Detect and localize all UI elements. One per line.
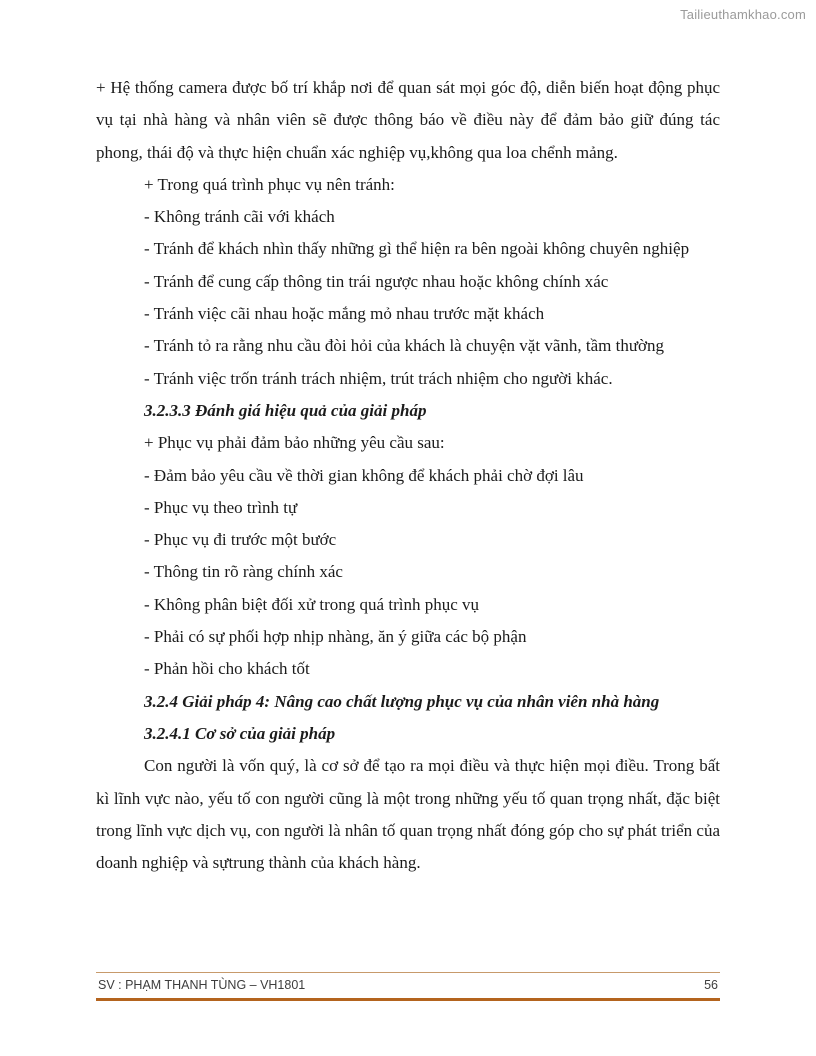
watermark: Tailieuthamkhao.com	[680, 7, 806, 22]
section-heading: 3.2.4.1 Cơ sở của giải pháp	[144, 723, 336, 743]
bullet-item: - Phục vụ theo trình tự	[144, 497, 298, 517]
bullet-item: - Tránh tỏ ra rằng nhu cầu đòi hỏi của khách là chuyện vặt vãnh, tầm thường	[144, 336, 665, 356]
paragraph: + Hệ thống camera được bố trí khắp nơi để quan sát mọi góc độ, diễn biến hoạt động phục vụ tại nhà hàng và nhân viên sẽ được thông báo về điều này để đảm bảo giữ đúng tác phong, thái độ và thực hiện chuẩn xác nghiệp vụ,không qua loa chểnh mảng.	[96, 78, 720, 162]
section-heading: 3.2.4 Giải pháp 4: Nâng cao chất lượng phục vụ của nhân viên nhà hàng	[144, 691, 660, 711]
footer-row	[96, 973, 720, 1001]
footer-author: SV : PHẠM THANH TÙNG – VH1801	[98, 978, 306, 992]
page-number: 56	[704, 978, 718, 992]
bullet-item: - Thông tin rõ ràng chính xác	[144, 562, 343, 582]
bullet-item: - Tránh việc cãi nhau hoặc mắng mỏ nhau trước mặt khách	[144, 304, 545, 324]
paragraph: Con người là vốn quý, là cơ sở để tạo ra mọi điều và thực hiện mọi điều. Trong bất kì lĩnh vực nào, yếu tố con người cũng là một trong những yếu tố quan trọng nhất, đặc biệt trong lĩnh vực dịch vụ, con người là nhân tố quan trọng nhất đóng góp cho sự phát triển của doanh nghiệp và sựtrung thành của khách hàng.	[96, 756, 720, 873]
document-content	[96, 72, 720, 879]
bullet-item: - Không tránh cãi với khách	[144, 207, 335, 227]
bullet-item: - Đảm bảo yêu cầu về thời gian không để khách phải chờ đợi lâu	[144, 465, 584, 485]
bullet-item: - Tránh để cung cấp thông tin trái ngược nhau hoặc không chính xác	[144, 271, 609, 291]
bullet-item: - Tránh việc trốn tránh trách nhiệm, trút trách nhiệm cho người khác.	[144, 368, 613, 388]
bullet-item: - Phản hồi cho khách tốt	[144, 659, 310, 679]
section-heading: 3.2.3.3 Đánh giá hiệu quả của giải pháp	[144, 400, 427, 420]
bullet-item: - Phục vụ đi trước một bước	[144, 530, 337, 550]
bullet-item: - Phải có sự phối hợp nhịp nhàng, ăn ý giữa các bộ phận	[144, 627, 527, 647]
paragraph: + Phục vụ phải đảm bảo những yêu cầu sau:	[144, 433, 445, 453]
paragraph: + Trong quá trình phục vụ nên tránh:	[144, 174, 395, 194]
bullet-item: - Không phân biệt đối xử trong quá trình phục vụ	[144, 594, 479, 614]
page-footer	[96, 972, 720, 1001]
bullet-item: - Tránh để khách nhìn thấy những gì thể hiện ra bên ngoài không chuyên nghiệp	[144, 239, 690, 259]
